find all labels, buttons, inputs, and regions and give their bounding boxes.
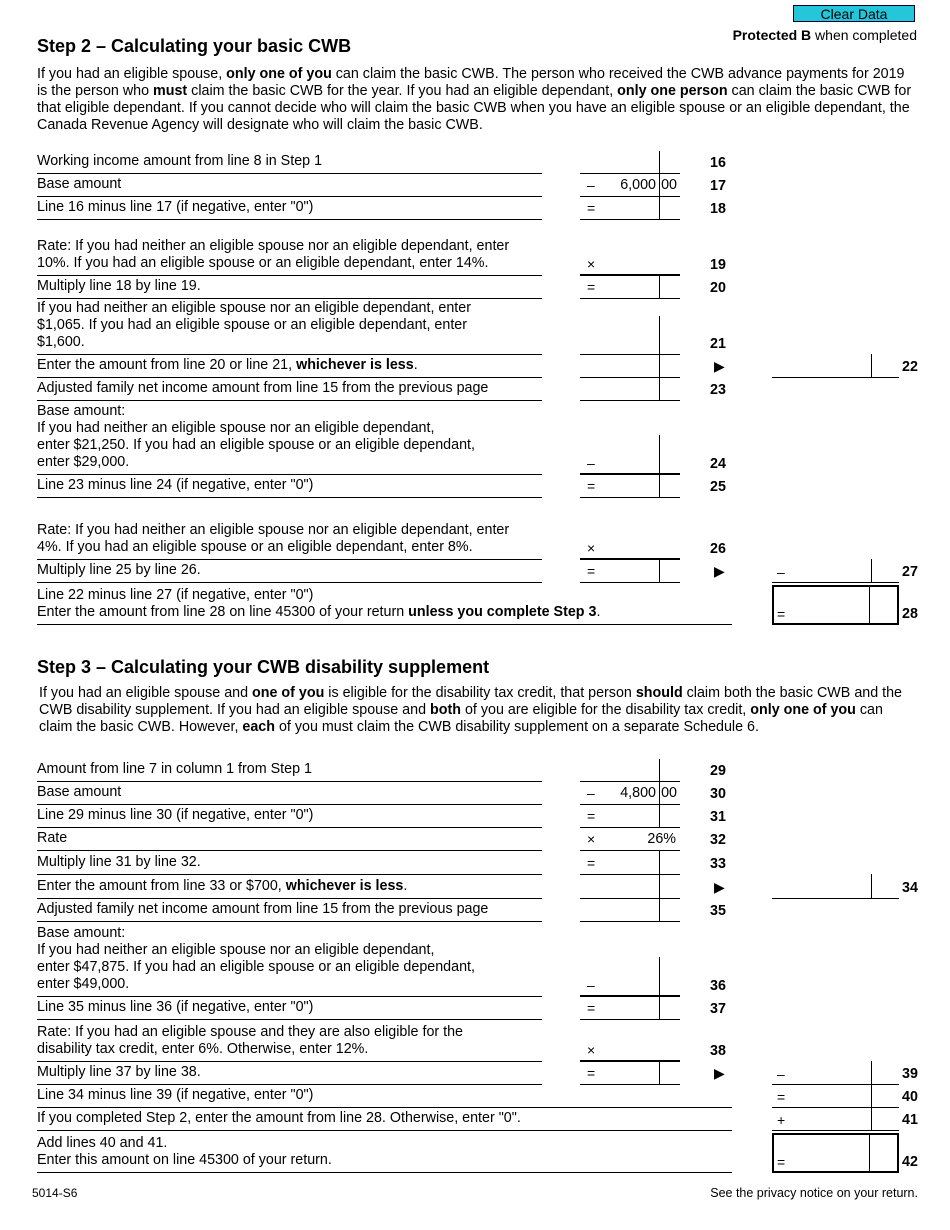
line-31-field[interactable]: [580, 804, 680, 828]
arrow-right-icon: ▶: [714, 879, 725, 895]
line-39-left-field: [580, 1061, 680, 1085]
step2-title: Step 2 – Calculating your basic CWB: [37, 36, 352, 56]
step3-title: Step 3 – Calculating your CWB disability supplement: [37, 657, 490, 677]
line-27: [37, 560, 937, 583]
line-24-field[interactable]: [580, 435, 680, 475]
line-37-field[interactable]: [580, 996, 680, 1020]
form-id: 5014-S6: [32, 1186, 78, 1200]
minus-sign: –: [587, 455, 595, 471]
line-28-field[interactable]: [772, 585, 899, 625]
line-30-cents: 00: [661, 785, 677, 801]
line-number: 26: [710, 541, 726, 557]
line-number: 16: [710, 155, 726, 171]
line-34-label: Enter the amount from line 33 or $700, whichever is less.: [37, 878, 408, 894]
protected-notice: Protected B when completed: [732, 27, 917, 43]
step2-intro: If you had an eligible spouse, only one of you can claim the basic CWB. The person who received the CWB advance payments for 2019 is the person who must claim the basic CWB for the year. If you had an eligible dependant, only one person can claim the basic CWB for that eligible dependant. If you cannot decide who will claim the basic CWB when you have an eligible spouse or an eligible dependant, the Canada Revenue Agency will designate who will claim the basic CWB.: [37, 66, 912, 133]
line-34: [37, 875, 937, 899]
step3-intro: If you had an eligible spouse and one of you is eligible for the disability tax credit, that person should claim both the basic CWB and the CWB disability supplement. If you had an eligible spouse and both of you are eligible for the disability tax credit, only one of you can claim the basic CWB. However, each of you must claim the CWB disability supplement on a separate Schedule 6.: [39, 685, 903, 735]
line-number: 38: [710, 1043, 726, 1059]
line-number: 39: [902, 1066, 918, 1082]
minus-sign: –: [587, 785, 595, 801]
line-number: 40: [902, 1089, 918, 1105]
line-40: [37, 1085, 937, 1108]
line-34-field[interactable]: [772, 874, 899, 899]
equals-sign: =: [587, 478, 596, 494]
line-17-value: 6,000: [620, 177, 656, 193]
line-39: [37, 1062, 937, 1085]
line-19: [37, 220, 937, 276]
line-number: 23: [710, 382, 726, 398]
line-number: 28: [902, 606, 918, 622]
line-23: [37, 378, 937, 401]
line-28: [37, 583, 937, 625]
line-42: [37, 1131, 937, 1173]
equals-sign: =: [777, 1089, 786, 1105]
line-19-label: Rate: If you had neither an eligible spouse nor an eligible dependant, enter 10%. If you had an eligible spouse or an eligible dependant, enter 14%.: [37, 238, 510, 271]
line-number: 37: [710, 1001, 726, 1017]
line-number: 24: [710, 456, 726, 472]
line-21-label: If you had neither an eligible spouse nor an eligible dependant, enter $1,065. If you had an eligible spouse or an eligible dependant, enter $1,600.: [37, 300, 471, 350]
line-number: 33: [710, 856, 726, 872]
line-number: 21: [710, 336, 726, 352]
line-number: 29: [710, 763, 726, 779]
line-26-label: Rate: If you had neither an eligible spouse nor an eligible dependant, enter 4%. If you had an eligible spouse or an eligible dependant, enter 8%.: [37, 522, 510, 555]
line-20-field[interactable]: [580, 275, 680, 299]
minus-sign: –: [777, 1066, 785, 1082]
line-25-field[interactable]: [580, 474, 680, 498]
line-35-field[interactable]: [580, 898, 680, 922]
line-34-left-field: [580, 874, 680, 899]
line-39-label: Multiply line 37 by line 38.: [37, 1064, 201, 1080]
line-22-field[interactable]: [772, 354, 899, 378]
line-38-field[interactable]: [580, 1035, 680, 1062]
plus-sign: +: [777, 1112, 786, 1128]
line-23-label: Adjusted family net income amount from line 15 from the previous page: [37, 380, 489, 396]
line-number: 27: [902, 564, 918, 580]
line-42-label: Add lines 40 and 41. Enter this amount on line 45300 of your return.: [37, 1135, 332, 1168]
line-16-label: Working income amount from line 8 in Step 1: [37, 153, 323, 169]
line-24-label: Base amount: If you had neither an eligible spouse nor an eligible dependant, enter $21,250. If you had an eligible spouse or an eligible dependant, enter $29,000.: [37, 403, 475, 470]
minus-sign: –: [587, 177, 595, 193]
line-17-cents: 00: [661, 177, 677, 193]
line-number: 32: [710, 832, 726, 848]
line-29-label: Amount from line 7 in column 1 from Step 1: [37, 761, 312, 777]
line-41-label: If you completed Step 2, enter the amount from line 28. Otherwise, enter "0".: [37, 1110, 521, 1126]
line-32-value: 26%: [647, 831, 676, 847]
line-33: [37, 851, 937, 875]
line-22-label: Enter the amount from line 20 or line 21, whichever is less.: [37, 357, 418, 373]
line-33-label: Multiply line 31 by line 32.: [37, 854, 201, 870]
times-sign: ×: [587, 540, 596, 556]
equals-sign: =: [777, 1154, 786, 1170]
line-26: [37, 498, 937, 560]
line-18-field[interactable]: [580, 196, 680, 220]
line-31-label: Line 29 minus line 30 (if negative, enter "0"): [37, 807, 314, 823]
minus-sign: –: [777, 564, 785, 580]
line-35: [37, 899, 937, 922]
line-30-label: Base amount: [37, 784, 122, 800]
line-20: [37, 276, 937, 299]
line-27-left-field: [580, 559, 680, 583]
line-number: 25: [710, 479, 726, 495]
equals-sign: =: [587, 808, 596, 824]
arrow-right-icon: ▶: [714, 358, 725, 374]
line-33-field[interactable]: [580, 850, 680, 875]
line-32-field: [580, 827, 680, 851]
line-41-field[interactable]: [772, 1107, 899, 1131]
line-24: [37, 401, 937, 475]
line-36-label: Base amount: If you had neither an eligible spouse nor an eligible dependant, enter $47,875. If you had an eligible spouse or an eligible dependant, enter $49,000.: [37, 925, 475, 992]
line-18-label: Line 16 minus line 17 (if negative, enter "0"): [37, 199, 314, 215]
clear-data-button[interactable]: Clear Data: [793, 5, 915, 22]
line-32: [37, 828, 937, 851]
equals-sign: =: [587, 279, 596, 295]
line-37: [37, 997, 937, 1020]
line-16: [37, 152, 937, 174]
line-22-left-field: [580, 354, 680, 378]
line-number: 22: [902, 359, 918, 375]
line-number: 42: [902, 1154, 918, 1170]
line-29: [37, 760, 937, 782]
line-number: 19: [710, 257, 726, 273]
line-18: [37, 197, 937, 220]
line-23-field[interactable]: [580, 377, 680, 401]
line-number: 30: [710, 786, 726, 802]
equals-sign: =: [587, 563, 596, 579]
line-38-label: Rate: If you had an eligible spouse and they are also eligible for the disability tax credit, enter 6%. Otherwise, enter 12%.: [37, 1024, 464, 1057]
arrow-right-icon: ▶: [714, 1065, 725, 1081]
line-39-field[interactable]: [772, 1061, 899, 1085]
line-17-field: [580, 173, 680, 197]
line-17-label: Base amount: [37, 176, 122, 192]
line-number: 35: [710, 903, 726, 919]
line-36: [37, 922, 937, 997]
line-21-field[interactable]: [580, 316, 680, 355]
line-26-field[interactable]: [580, 528, 680, 560]
line-19-field[interactable]: [580, 244, 680, 276]
line-number: 18: [710, 201, 726, 217]
line-27-label: Multiply line 25 by line 26.: [37, 562, 201, 578]
line-number: 17: [710, 178, 726, 194]
times-sign: ×: [587, 831, 596, 847]
line-36-field[interactable]: [580, 957, 680, 997]
line-40-field[interactable]: [772, 1084, 899, 1108]
line-number: 31: [710, 809, 726, 825]
equals-sign: =: [587, 855, 596, 871]
equals-sign: =: [777, 606, 786, 622]
privacy-notice: See the privacy notice on your return.: [710, 1186, 918, 1200]
line-37-label: Line 35 minus line 36 (if negative, enter "0"): [37, 999, 314, 1015]
line-number: 41: [902, 1112, 918, 1128]
line-40-label: Line 34 minus line 39 (if negative, enter "0"): [37, 1087, 314, 1103]
arrow-right-icon: ▶: [714, 563, 725, 579]
line-17: [37, 174, 937, 197]
line-27-field[interactable]: [772, 559, 899, 583]
line-42-field[interactable]: [772, 1133, 899, 1173]
times-sign: ×: [587, 256, 596, 272]
line-30-field: [580, 781, 680, 805]
line-number: 34: [902, 880, 918, 896]
line-31: [37, 805, 937, 828]
line-16-field[interactable]: [580, 151, 680, 174]
times-sign: ×: [587, 1042, 596, 1058]
line-21: [37, 299, 937, 355]
equals-sign: =: [587, 1000, 596, 1016]
minus-sign: –: [587, 977, 595, 993]
line-30: [37, 782, 937, 805]
equals-sign: =: [587, 200, 596, 216]
line-22: [37, 355, 937, 378]
line-number: 36: [710, 978, 726, 994]
line-25: [37, 475, 937, 498]
line-28-label: Line 22 minus line 27 (if negative, enter "0") Enter the amount from line 28 on line 45300 of your return unless you complete Step 3.: [37, 587, 601, 620]
line-number: 20: [710, 280, 726, 296]
equals-sign: =: [587, 1065, 596, 1081]
line-32-label: Rate: [37, 830, 68, 846]
line-25-label: Line 23 minus line 24 (if negative, enter "0"): [37, 477, 314, 493]
line-35-label: Adjusted family net income amount from line 15 from the previous page: [37, 901, 489, 917]
line-29-field[interactable]: [580, 759, 680, 782]
line-30-value: 4,800: [620, 785, 656, 801]
line-41: [37, 1108, 937, 1131]
line-38: [37, 1020, 937, 1062]
line-20-label: Multiply line 18 by line 19.: [37, 278, 201, 294]
